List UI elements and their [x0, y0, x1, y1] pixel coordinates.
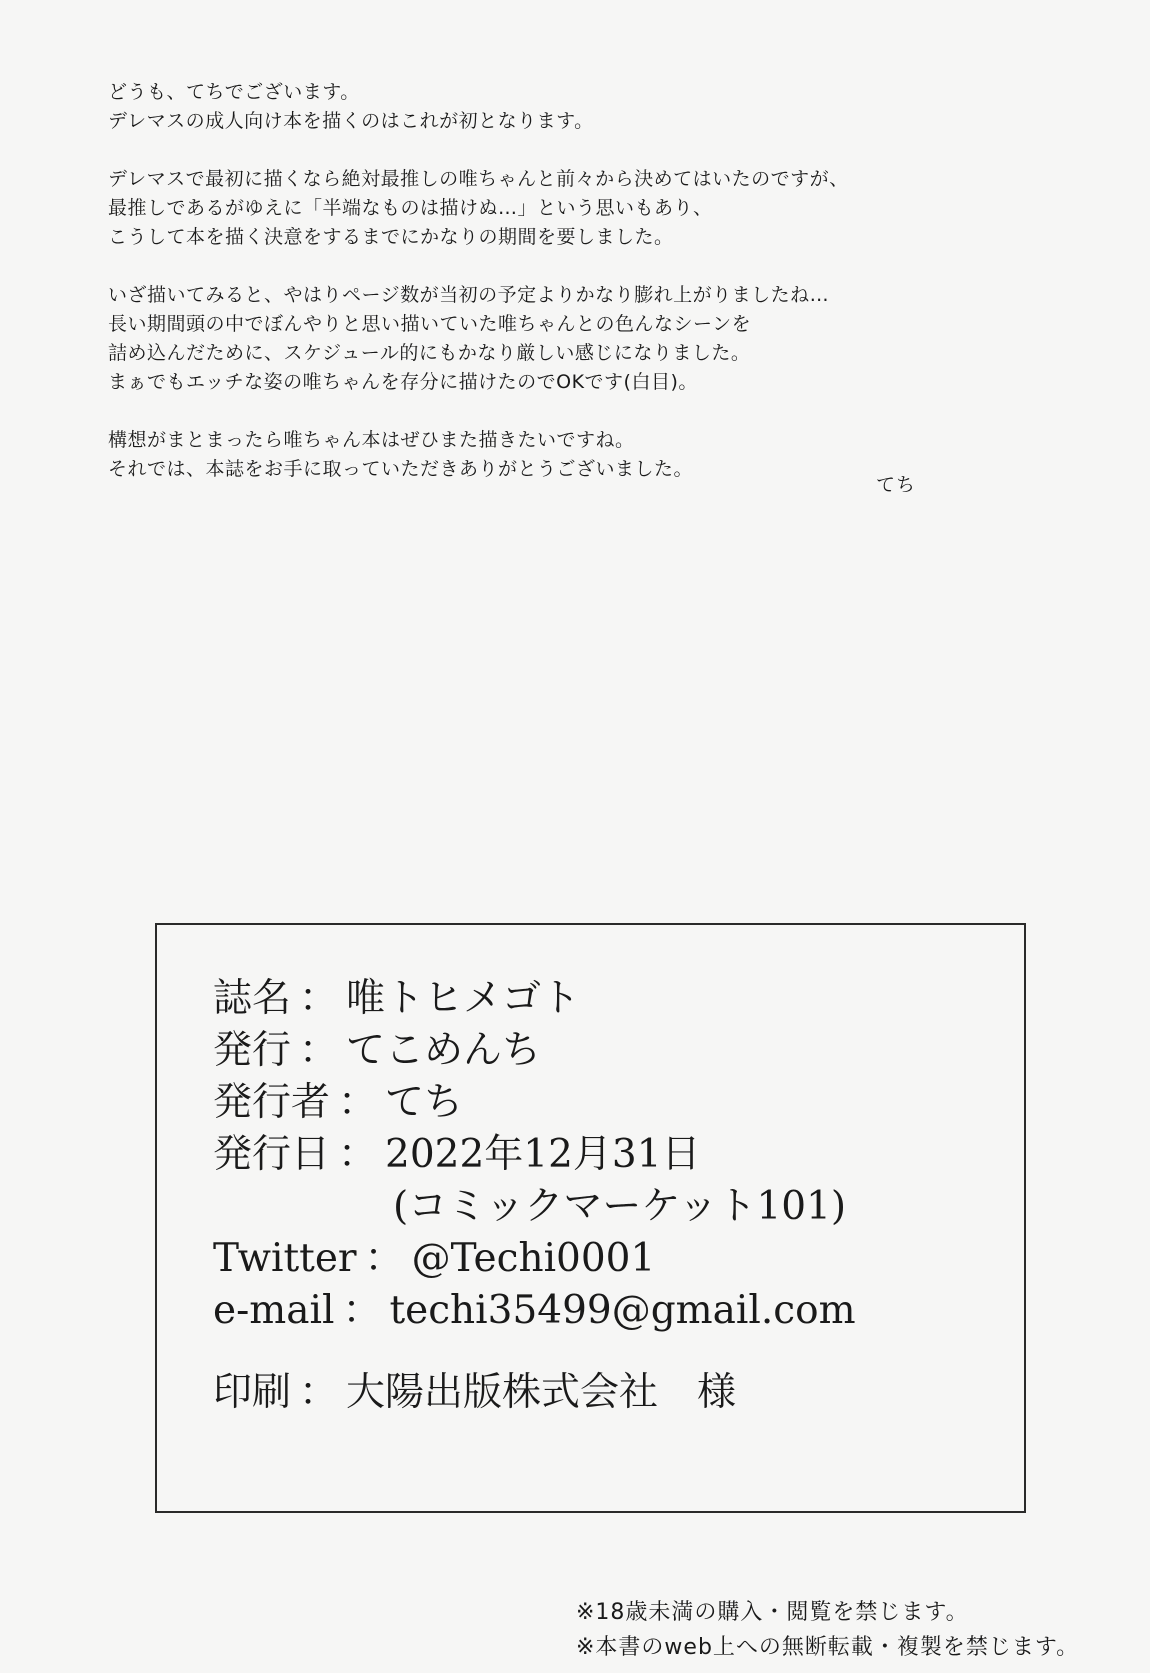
- age-restriction-notice: ※18歳未満の購入・閲覧を禁じます。: [576, 1600, 969, 1625]
- afterword-paragraph: [108, 165, 1068, 252]
- row-value: てち: [385, 1080, 464, 1125]
- afterword-line: こうして本を描く決意をするまでにかなりの期間を要しました。: [108, 226, 674, 248]
- row-label: Twitter: [213, 1236, 357, 1281]
- row-separator: ：: [299, 1370, 339, 1415]
- twitter-handle: @Techi0001: [411, 1236, 656, 1281]
- row-value: 唯トヒメゴト: [346, 976, 581, 1021]
- afterword-line: 構想がまとまったら唯ちゃん本はぜひまた描きたいですね。: [108, 429, 635, 451]
- colophon-row-twitter: [213, 1233, 856, 1285]
- afterword-line: 長い期間頭の中でぼんやりと思い描いていた唯ちゃんとの色んなシーンを: [108, 313, 752, 335]
- row-label: 発行日: [213, 1132, 331, 1177]
- afterword-paragraph: [108, 78, 1068, 136]
- afterword-paragraph: [108, 281, 1068, 397]
- row-separator: ：: [299, 1028, 339, 1073]
- row-value: てこめんち: [346, 1028, 542, 1073]
- row-separator: ：: [338, 1132, 378, 1177]
- row-separator: ：: [299, 976, 339, 1021]
- colophon-row-event: [213, 1181, 856, 1233]
- row-value: 大陽出版株式会社 様: [346, 1370, 737, 1415]
- afterword-line: まぁでもエッチな姿の唯ちゃんを存分に描けたのでOKです(白目)。: [108, 371, 698, 393]
- afterword-line: それでは、本誌をお手に取っていただきありがとうございました。: [108, 458, 694, 480]
- afterword-line: 詰め込んだために、スケジュール的にもかなり厳しい感じになりました。: [108, 342, 751, 364]
- afterword-line: デレマスの成人向け本を描くのはこれが初となります。: [108, 110, 594, 132]
- legal-notices: [576, 1595, 1079, 1665]
- row-label: e-mail: [213, 1288, 335, 1333]
- colophon-row-printer: [213, 1367, 856, 1419]
- copyright-notice: ※本書のweb上への無断転載・複製を禁じます。: [576, 1635, 1080, 1660]
- colophon-rows: [213, 973, 856, 1419]
- afterword-line: いざ描いてみると、やはりページ数が当初の予定よりかなり膨れ上がりましたね…: [108, 284, 830, 306]
- row-label: 誌名: [213, 976, 292, 1021]
- colophon-row-issuer: [213, 1077, 856, 1129]
- colophon-box: [155, 923, 1026, 1513]
- afterword-line: 最推しであるがゆえに「半端なものは描けぬ…」という思いもあり、: [108, 197, 713, 219]
- afterword-paragraph: [108, 426, 1068, 484]
- colophon-row-date: [213, 1129, 856, 1181]
- row-value: (コミックマーケット101): [393, 1184, 847, 1229]
- row-separator: ：: [342, 1288, 382, 1333]
- author-signature: てち: [876, 474, 917, 496]
- row-label: 発行者: [213, 1080, 331, 1125]
- row-separator: ：: [364, 1236, 404, 1281]
- email-address: techi35499@gmail.com: [389, 1288, 856, 1333]
- row-separator: ：: [338, 1080, 378, 1125]
- row-label: 発行: [213, 1028, 292, 1073]
- afterword-line: どうも、てちでございます。: [108, 81, 360, 103]
- colophon-row-publisher: [213, 1025, 856, 1077]
- row-value: 2022年12月31日: [385, 1132, 701, 1177]
- afterword: [108, 78, 1068, 513]
- colophon-row-title: [213, 973, 856, 1025]
- row-label: 印刷: [213, 1370, 292, 1415]
- afterword-line: デレマスで最初に描くなら絶対最推しの唯ちゃんと前々から決めてはいたのですが、: [108, 168, 849, 190]
- colophon-row-email: [213, 1285, 856, 1337]
